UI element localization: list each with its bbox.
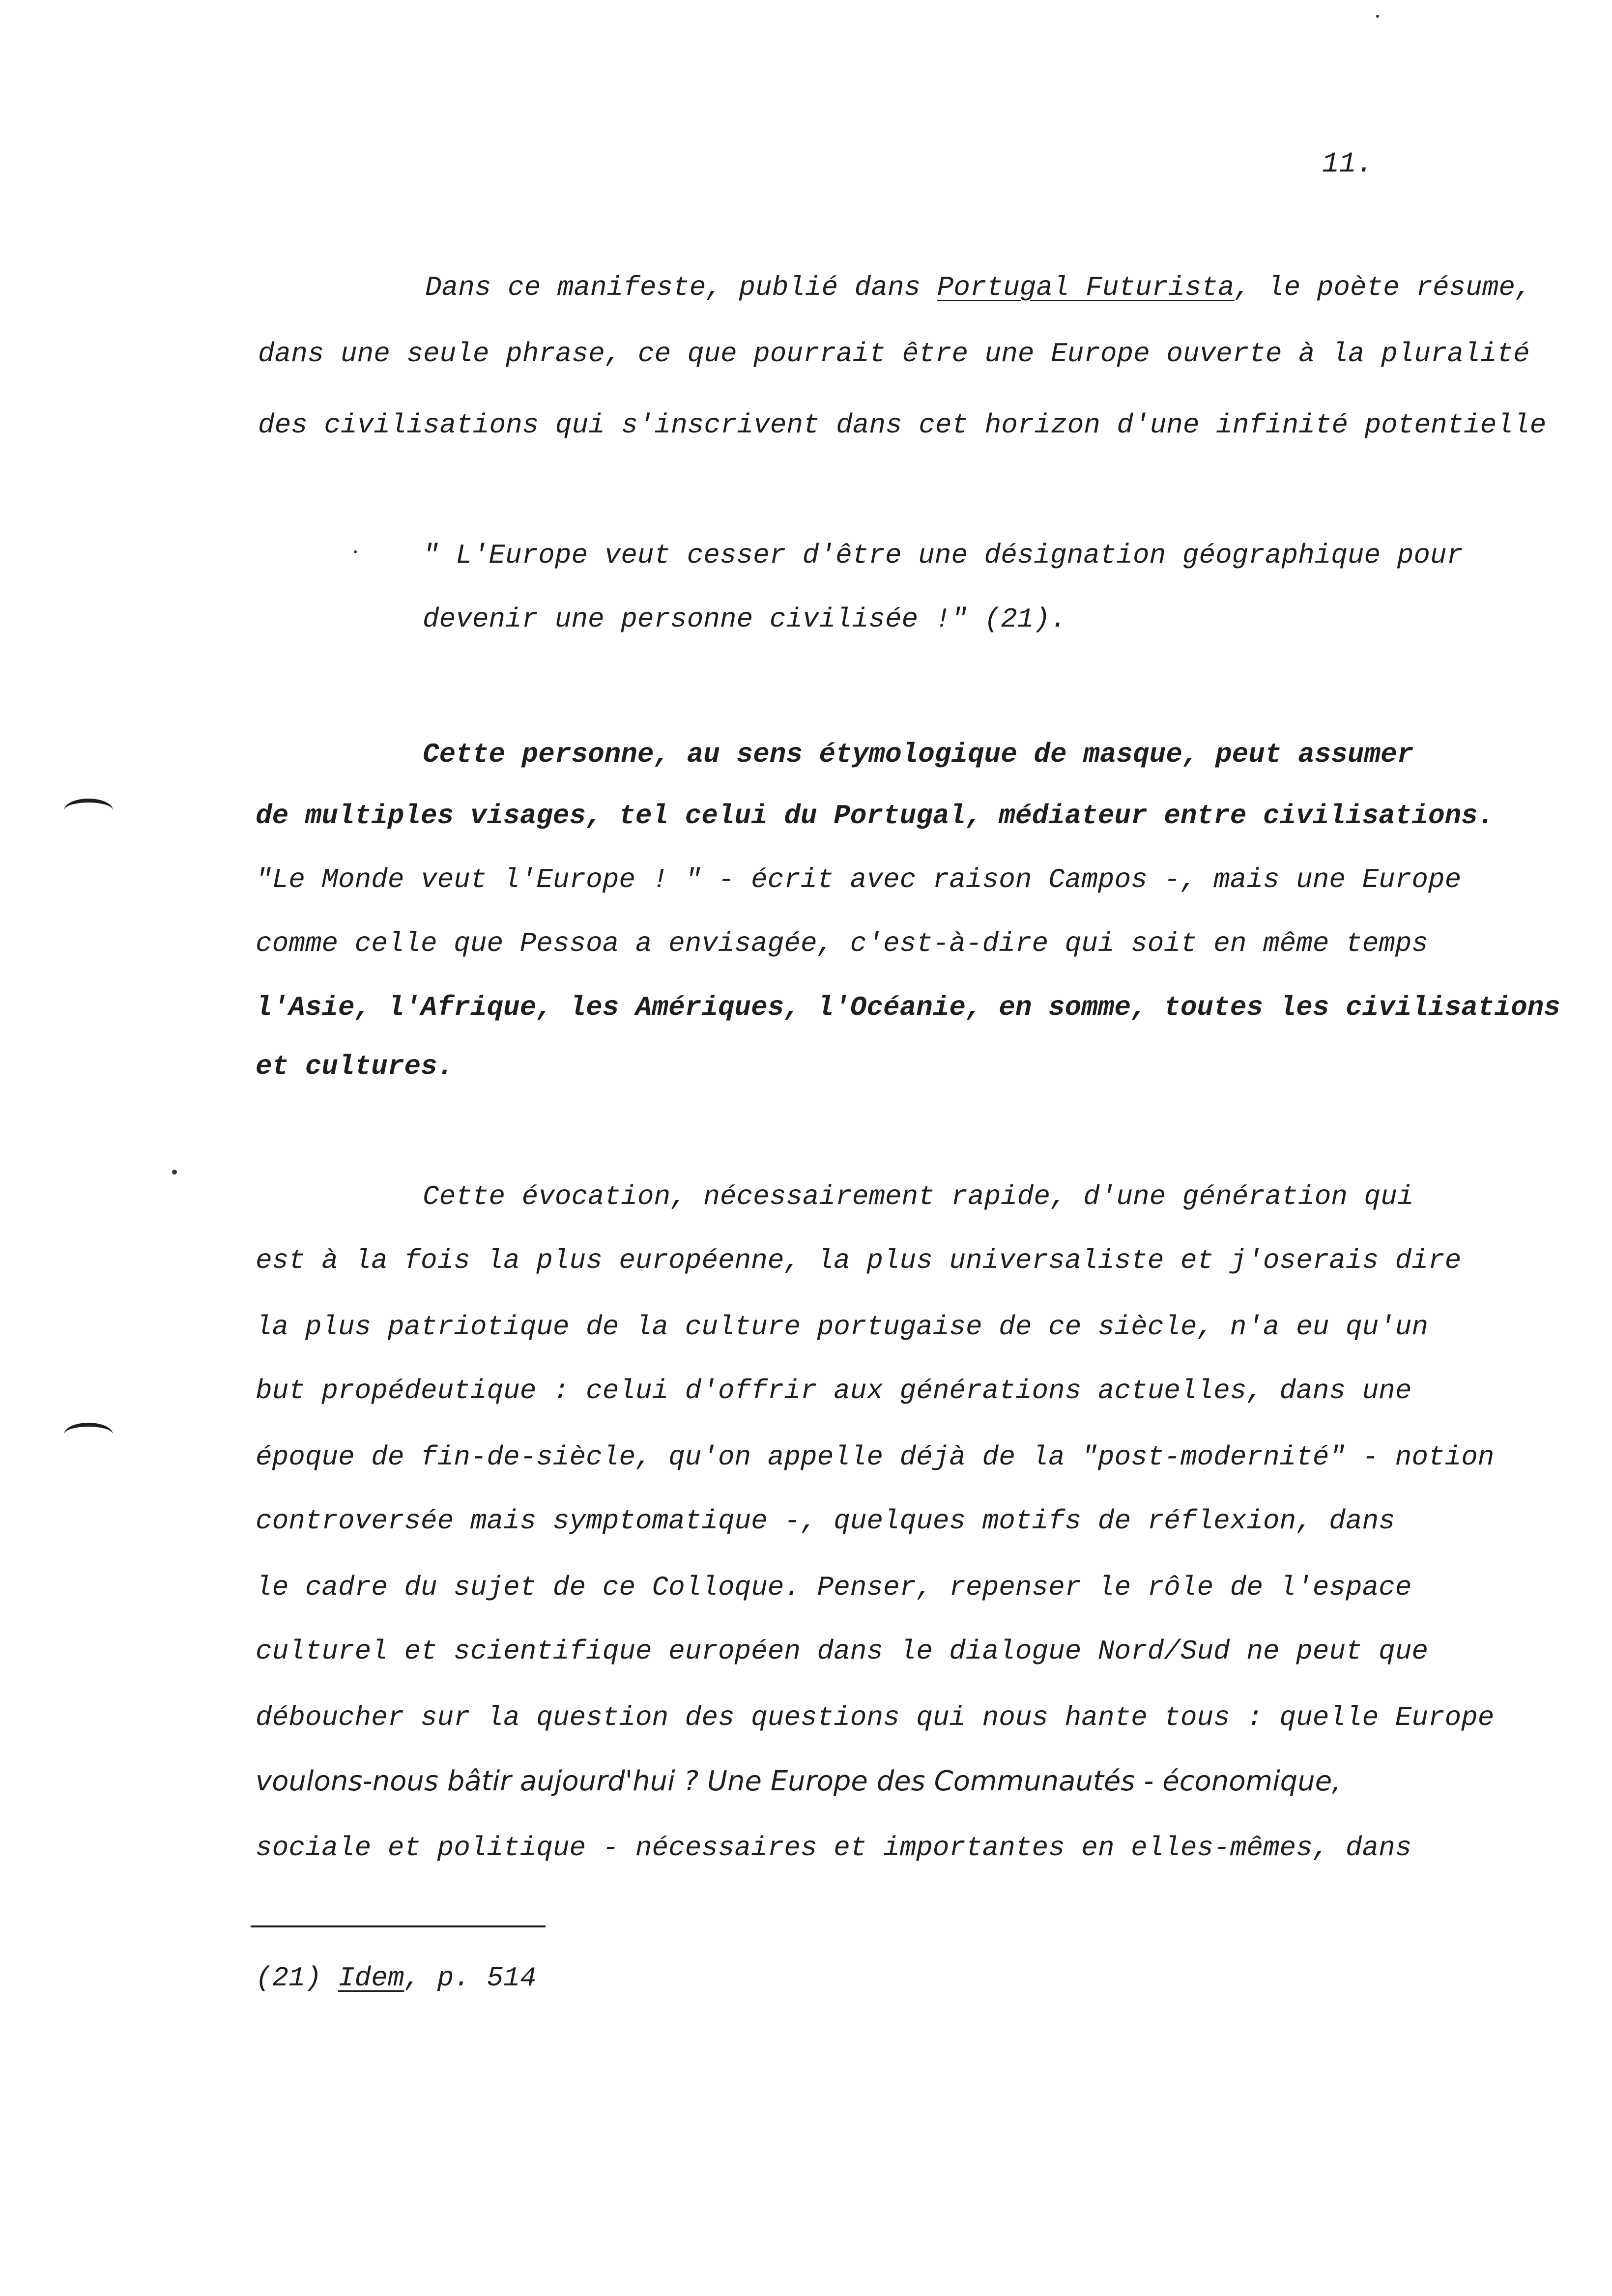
paragraph-3-line-3: la plus patriotique de la culture portugaise de ce siècle, n'a eu qu'un [256,1311,1428,1343]
paragraph-3-line-6: controversée mais symptomatique -, quelques motifs de réflexion, dans [256,1505,1395,1537]
margin-hole-mark-lower [64,1423,113,1446]
quote-speck [354,550,357,553]
quote-line-1: " L'Europe veut cesser d'être une désignation géographique pour [423,540,1464,571]
footnote-source: Idem [338,1962,404,1994]
footnote-separator [251,1925,546,1927]
page-number: 11. [1322,148,1374,180]
paragraph-2-line-2: de multiples visages, tel celui du Portugal, médiateur entre civilisations. [256,800,1495,832]
paragraph-3-line-7: le cadre du sujet de ce Colloque. Penser, repenser le rôle de l'espace [256,1572,1412,1603]
text-span: , le poète résume, [1234,272,1532,303]
paragraph-2-line-3: "Le Monde veut l'Europe ! " - écrit avec raison Campos -, mais une Europe [256,864,1462,895]
text-span: Dans ce manifeste, publié dans [425,272,937,303]
quote-line-2: devenir une personne civilisée !" (21). [423,603,1067,635]
footnote-number: (21) [256,1962,339,1994]
paragraph-3-line-2: est à la fois la plus européenne, la plus universaliste et j'oserais dire [256,1245,1462,1276]
paragraph-3-line-9: déboucher sur la question des questions qui nous hante tous : quelle Europe [256,1702,1495,1733]
paragraph-3-line-10: voulons-nous bâtir aujourd'hui ? Une Europe des Communautés - économique, [256,1765,1341,1797]
paragraph-3-line-4: but propédeutique : celui d'offrir aux générations actuelles, dans une [256,1375,1412,1406]
corner-speck [1376,15,1379,18]
paragraph-1-line-1 [425,270,1532,305]
footnote [256,1961,536,1995]
paragraph-3-line-5: époque de fin-de-siècle, qu'on appelle déjà de la "post-modernité" - notion [256,1441,1495,1473]
margin-hole-mark-upper [64,799,113,822]
paragraph-3-line-1: Cette évocation, nécessairement rapide, d'une génération qui [423,1181,1414,1212]
paragraph-3-line-11: sociale et politique - nécessaires et importantes en elles-mêmes, dans [256,1832,1412,1864]
paragraph-2-line-1: Cette personne, au sens étymologique de masque, peut assumer [423,739,1414,770]
paragraph-3-line-8: culturel et scientifique européen dans le dialogue Nord/Sud ne peut que [256,1636,1428,1667]
footnote-rest: , p. 514 [404,1962,537,1994]
paragraph-2-line-6: et cultures. [256,1051,454,1082]
margin-speck [172,1170,177,1175]
paragraph-2-line-5: l'Asie, l'Afrique, les Amériques, l'Océanie, en somme, toutes les civilisations [256,992,1560,1023]
paragraph-1-line-3: des civilisations qui s'inscrivent dans cet horizon d'une infinité potentielle [258,409,1547,441]
journal-title: Portugal Futurista [937,272,1235,303]
paragraph-1-line-2: dans une seule phrase, ce que pourrait être une Europe ouverte à la pluralité [258,338,1530,370]
paragraph-2-line-4: comme celle que Pessoa a envisagée, c'est-à-dire qui soit en même temps [256,928,1428,959]
